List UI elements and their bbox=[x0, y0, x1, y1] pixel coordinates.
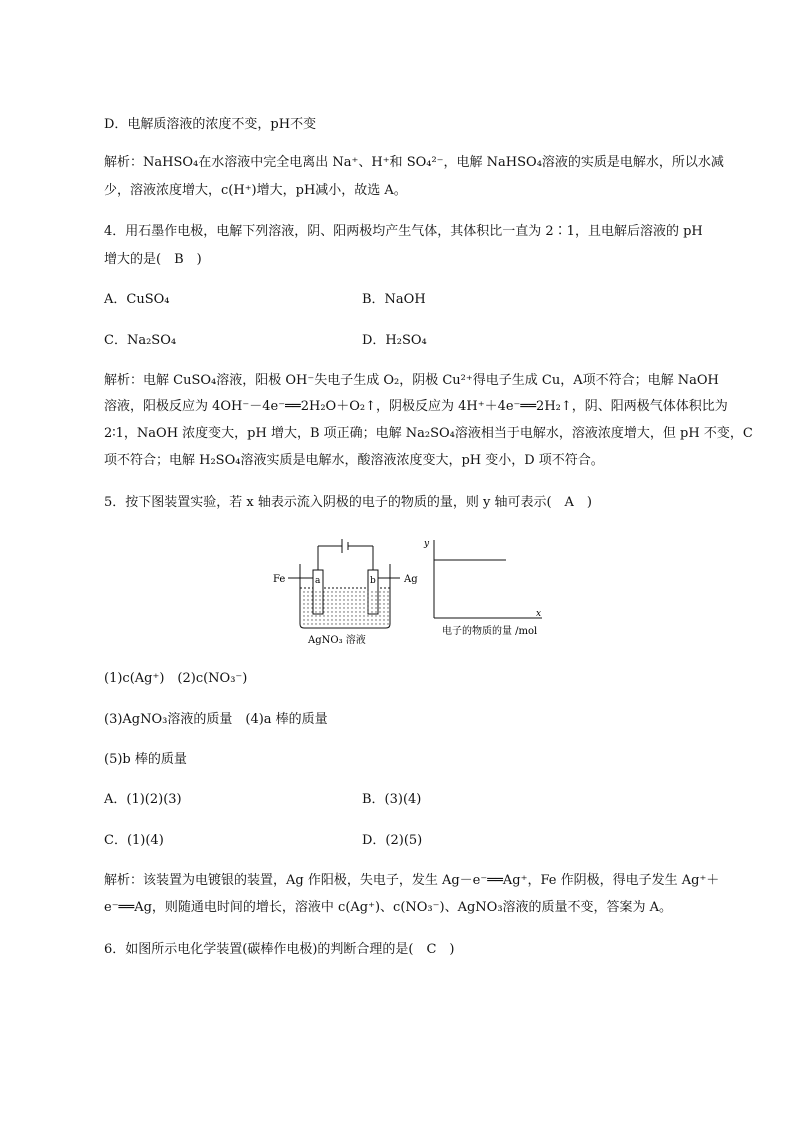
explanation-3-line-2: 少，溶液浓度增大，c(H⁺)增大，pH减小，故选 A。 bbox=[104, 183, 407, 198]
question-5-stem: 5．按下图装置实验，若 x 轴表示流入阴极的电子的物质的量，则 y 轴可表示( A ) bbox=[104, 495, 593, 510]
question-4-option-c: C．Na₂SO₄ bbox=[104, 333, 177, 348]
question-4-line-1: 4．用石墨作电极，电解下列溶液，阴、阳两极均产生气体，其体积比一直为 2∶1，且电解后溶液的 pH bbox=[104, 224, 703, 239]
graph-axes bbox=[434, 540, 542, 618]
question-5-option-a: A．(1)(2)(3) bbox=[104, 792, 182, 807]
question-4-option-d: D．H₂SO₄ bbox=[362, 333, 427, 348]
explanation-5-line-1: 解析：该装置为电镀银的装置，Ag 作阳极，失电子，发生 Ag－e⁻══Ag⁺，Fe 作阴极，得电子发生 Ag⁺＋ bbox=[104, 873, 720, 888]
explanation-5-line-2: e⁻══Ag，则随通电时间的增长，溶液中 c(Ag⁺)、c(NO₃⁻)、AgNO₃溶液的质量不变，答案为 A。 bbox=[104, 900, 673, 915]
question-5-option-d: D．(2)(5) bbox=[362, 833, 423, 848]
explanation-4-line-2: 溶液，阳极反应为 4OH⁻－4e⁻══2H₂O＋O₂↑，阴极反应为 4H⁺＋4e⁻══2H₂↑，阴、阳两极气体体积比为 bbox=[104, 399, 728, 414]
explanation-4-line-4: 项不符合；电解 H₂SO₄溶液实质是电解水，酸溶液浓度变大，pH 变小，D 项不符合。 bbox=[104, 453, 604, 468]
question-5-figure bbox=[270, 530, 550, 650]
question-5-items-1-2: (1)c(Ag⁺) (2)c(NO₃⁻) bbox=[104, 671, 248, 686]
electrode-b-label: b bbox=[370, 576, 376, 586]
question-6-stem: 6．如图所示电化学装置(碳棒作电极)的判断合理的是( C ) bbox=[104, 942, 455, 957]
question-5-item-5: (5)b 棒的质量 bbox=[104, 752, 187, 767]
x-axis-caption: 电子的物质的量 /mol bbox=[442, 626, 538, 637]
question-4-option-b: B．NaOH bbox=[362, 292, 426, 307]
ag-label: Ag bbox=[404, 574, 418, 585]
solution-hatch bbox=[301, 590, 389, 627]
electrode-a-label: a bbox=[315, 576, 321, 586]
y-axis-label: y bbox=[424, 539, 430, 549]
question-4-line-2: 增大的是( B ) bbox=[104, 252, 202, 267]
fe-label: Fe bbox=[273, 574, 286, 585]
explanation-4-line-1: 解析：电解 CuSO₄溶液，阳极 OH⁻失电子生成 O₂，阴极 Cu²⁺得电子生成 Cu，A项不符合；电解 NaOH bbox=[104, 373, 719, 388]
explanation-3-line-1: 解析：NaHSO₄在水溶液中完全电离出 Na⁺、H⁺和 SO₄²⁻，电解 NaHSO₄溶液的实质是电解水，所以水减 bbox=[104, 155, 724, 170]
option-d-previous: D．电解质溶液的浓度不变，pH不变 bbox=[104, 117, 317, 132]
question-4-option-a: A．CuSO₄ bbox=[104, 292, 170, 307]
x-axis-label: x bbox=[536, 609, 542, 619]
question-5-option-b: B．(3)(4) bbox=[362, 792, 422, 807]
question-5-option-c: C．(1)(4) bbox=[104, 833, 164, 848]
explanation-4-line-3: 2∶1，NaOH 浓度变大，pH 增大，B 项正确；电解 Na₂SO₄溶液相当于电解水，溶液浓度增大，但 pH 不变，C bbox=[104, 426, 753, 441]
solution-label: AgNO₃ 溶液 bbox=[308, 635, 366, 646]
question-5-items-3-4: (3)AgNO₃溶液的质量 (4)a 棒的质量 bbox=[104, 712, 328, 727]
